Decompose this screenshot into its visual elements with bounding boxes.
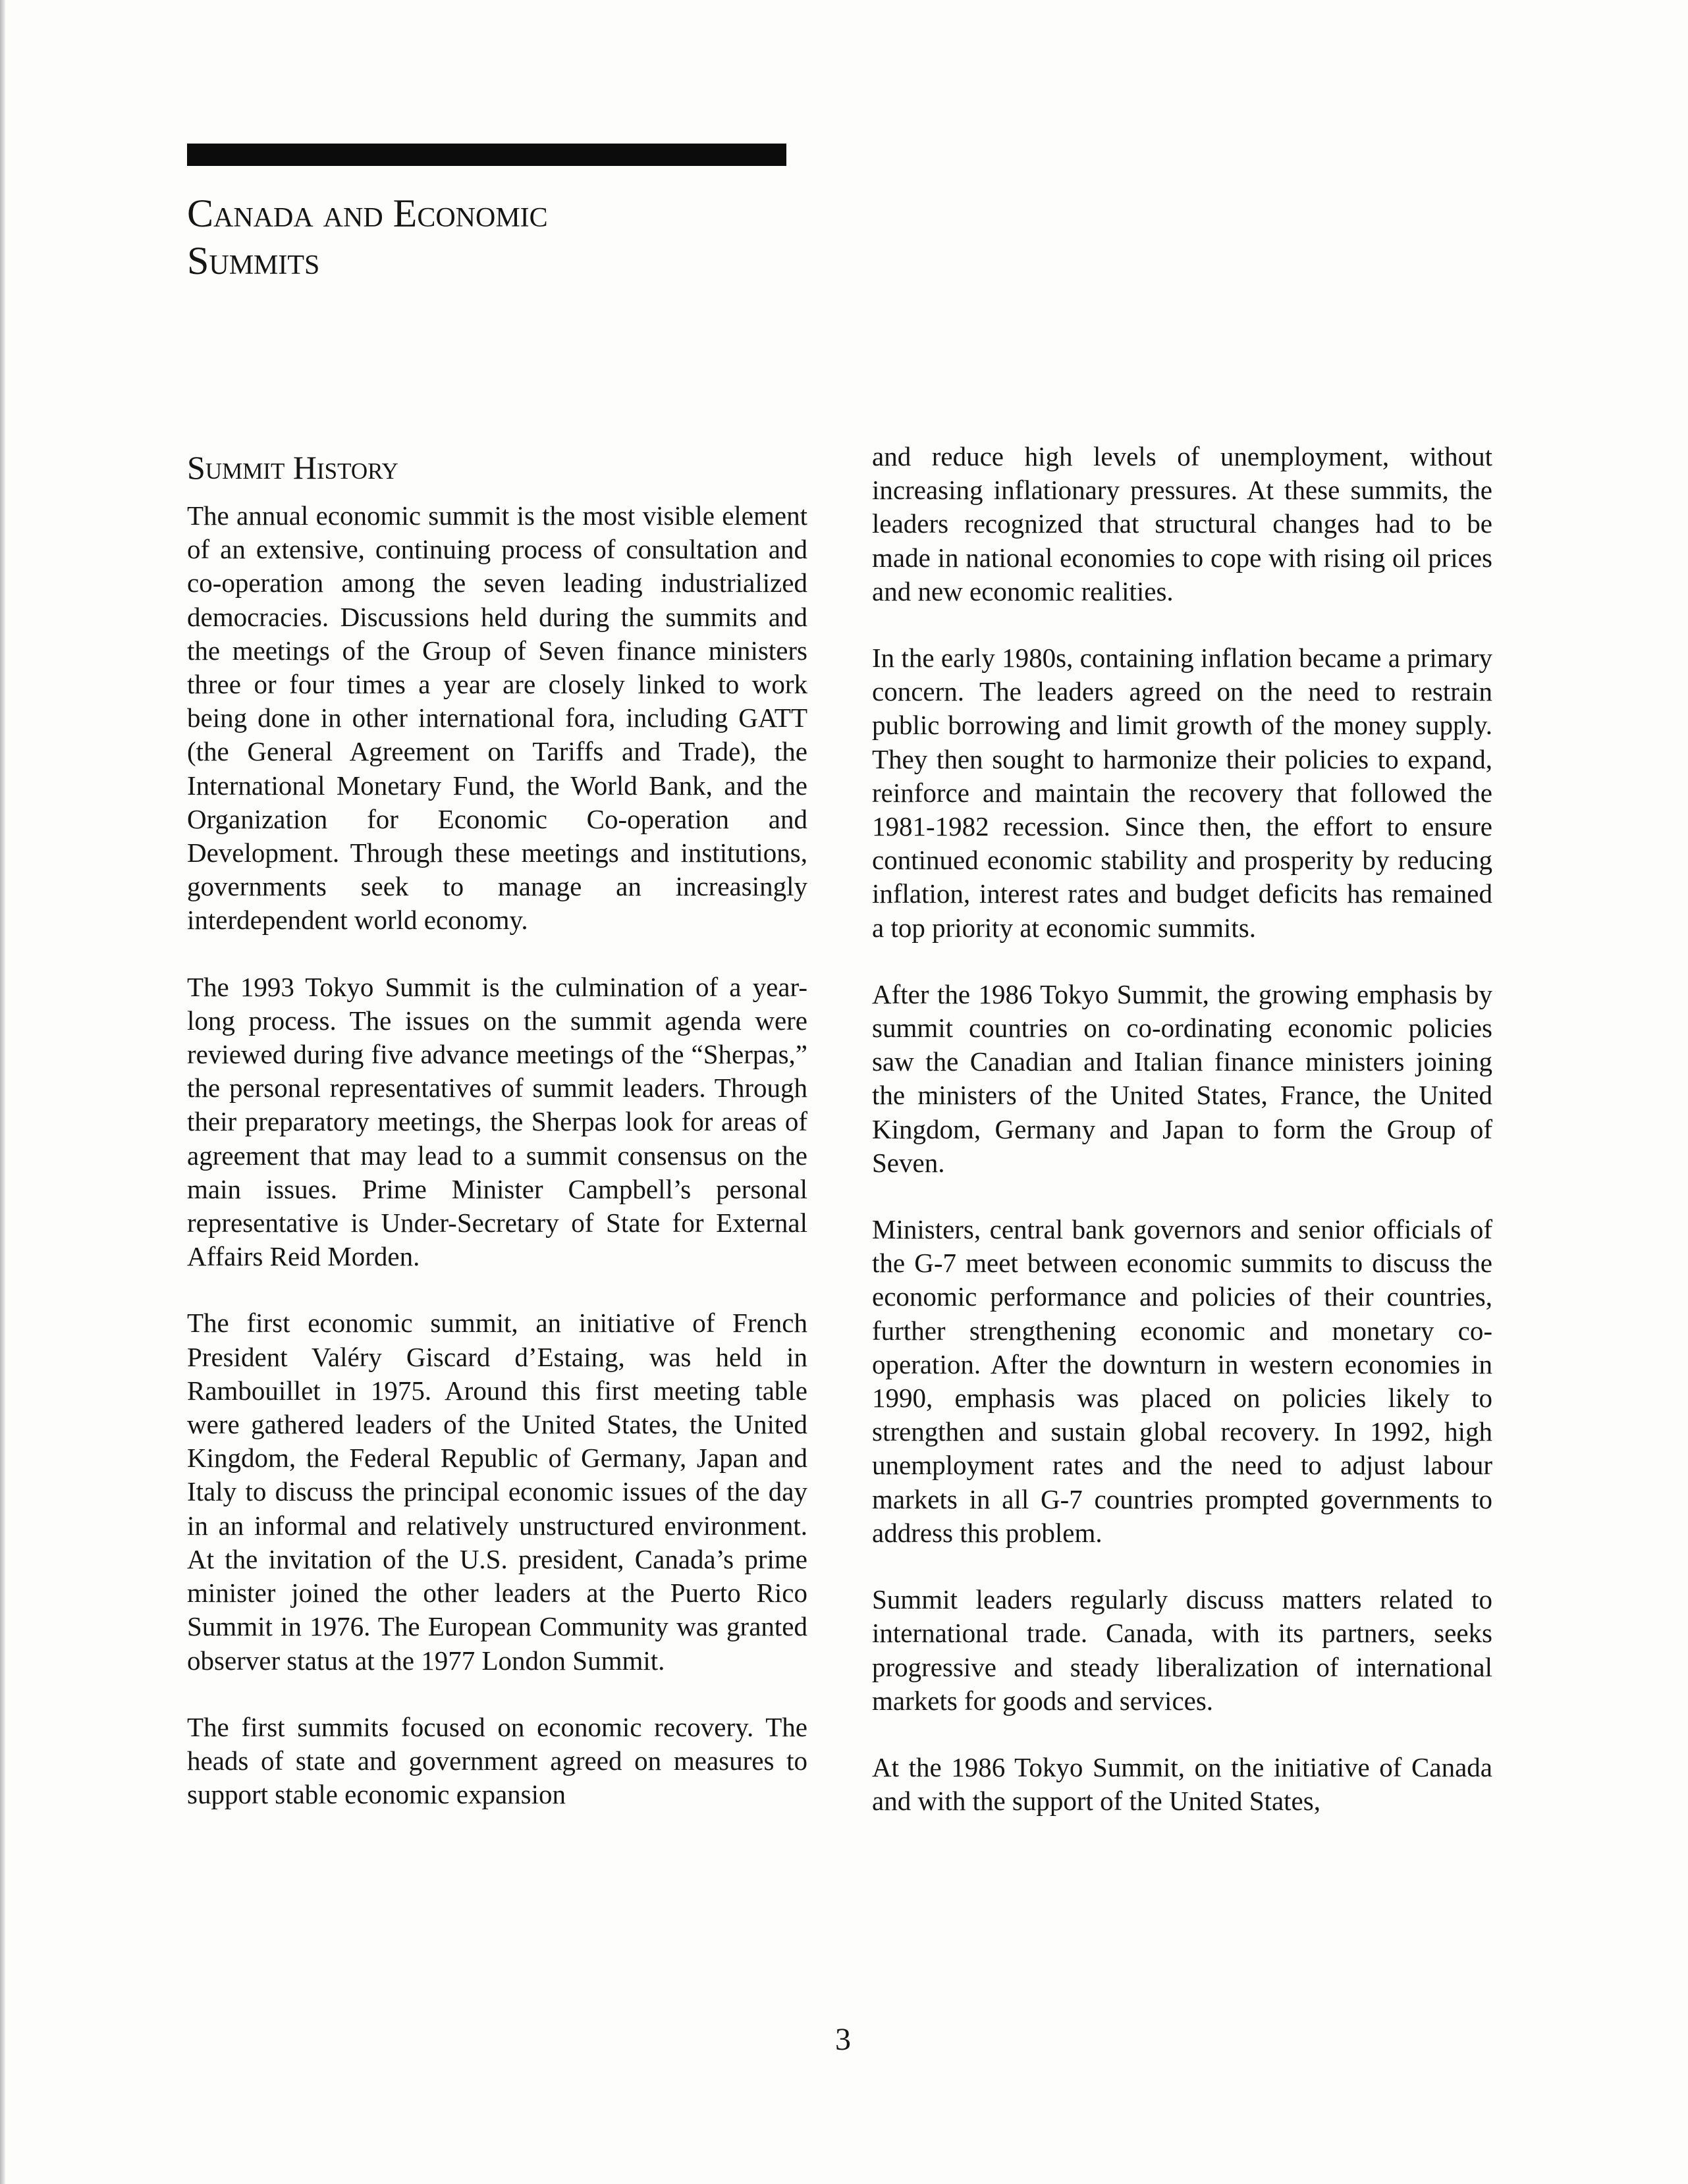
- document-title-line-1: Canada and Economic: [187, 192, 548, 235]
- paragraph-left-3: The first economic summit, an initiative of French President Valéry Giscard d’Estaing, was held in Rambouillet in 1975. Around this first meeting table were gathered leaders of the United States, the United Kingdom, the Federal Republic of Germany, Japan and Italy to discuss the principal economic issues of the day in an informal and relatively unstructured environment. At the invitation of the U.S. president, Canada’s prime minister joined the other leaders at the Puerto Rico Summit in 1976. The European Community was granted observer status at the 1977 London Summit.: [187, 1308, 807, 1676]
- paragraph-right-3: After the 1986 Tokyo Summit, the growing emphasis by summit countries on co-ordinating economic policies saw the Canadian and Italian finance ministers joining the ministers of the United States, France, the United Kingdom, Germany and Japan to form the Group of Seven.: [872, 978, 1492, 1178]
- paragraph-right-6: At the 1986 Tokyo Summit, on the initiative of Canada and with the support of the United States,: [872, 1751, 1492, 1817]
- document-title: [187, 190, 846, 284]
- left-column: [187, 435, 807, 1844]
- paragraph-right-4: Ministers, central bank governors and senior officials of the G-7 meet between economic summits to discuss the economic performance and policies of their countries, further strengthening economic and monetary co-operation. After the downturn in western economies in 1990, emphasis was placed on policies likely to strengthen and sustain global recovery. In 1992, high unemployment rates and the need to adjust labour markets in all G-7 countries prompted governments to address this problem.: [872, 1214, 1492, 1548]
- paragraph-left-1: The annual economic summit is the most visible element of an extensive, continuing process of consultation and co-operation among the seven leading industrialized democracies. Discussions held during the summits and the meetings of the Group of Seven finance ministers three or four times a year are closely linked to work being done in other international fora, including GATT (the General Agreement on Tariffs and Trade), the International Monetary Fund, the World Bank, and the Organization for Economic Co-operation and Development. Through these meetings and institutions, governments seek to manage an increasingly interdependent world economy.: [187, 500, 807, 936]
- page-number: 3: [835, 2022, 851, 2057]
- paragraph-right-5: Summit leaders regularly discuss matters related to international trade. Canada, with its partners, seeks progressive and steady liberalization of international markets for goods and services.: [872, 1584, 1492, 1716]
- paragraph-right-2: In the early 1980s, containing inflation became a primary concern. The leaders agreed on the need to restrain public borrowing and limit growth of the money supply. They then sought to harmonize their policies to expand, reinforce and maintain the recovery that followed the 1981-1982 recession. Since then, the effort to ensure continued economic stability and prosperity by reducing inflation, interest rates and budget deficits has remained a top priority at economic summits.: [872, 643, 1492, 943]
- right-column: [872, 440, 1492, 1851]
- paragraph-left-4: The first summits focused on economic recovery. The heads of state and government agreed on measures to support stable economic expansion: [187, 1711, 807, 1810]
- paragraph-left-2: The 1993 Tokyo Summit is the culmination of a year-long process. The issues on the summit agenda were reviewed during five advance meetings of the “Sherpas,” the personal representatives of summit leaders. Through their preparatory meetings, the Sherpas look for areas of agreement that may lead to a summit consensus on the main issues. Prime Minister Campbell’s personal representative is Under-Secretary of State for External Affairs Reid Morden.: [187, 971, 807, 1272]
- paragraph-right-1: and reduce high levels of unemployment, without increasing inflationary pressures. At these summits, the leaders recognized that structural changes had to be made in national economies to cope with rising oil prices and new economic realities.: [872, 441, 1492, 606]
- section-heading: Summit History: [187, 449, 398, 486]
- title-rule: [187, 144, 786, 166]
- scan-edge-shadow: [0, 0, 5, 2184]
- document-title-line-2: Summits: [187, 239, 320, 282]
